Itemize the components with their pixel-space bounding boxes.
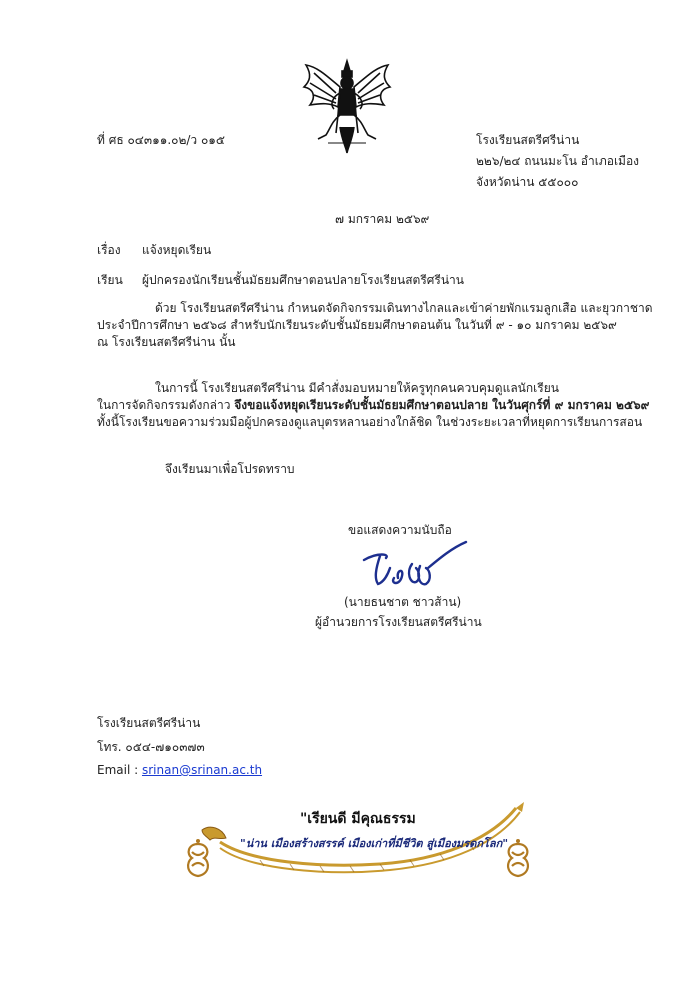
body-p1-line-2: ประจำปีการศึกษา ๒๕๖๘ สำหรับนักเรียนระดับชั้นมัธยมศึกษาตอนต้น ในวันที่ ๙ - ๑๐ มกราคม ๒๕๖๙ [97, 318, 617, 332]
signatory-position: ผู้อำนวยการโรงเรียนสตรีศรีน่าน [315, 615, 482, 629]
footer-email-row [97, 762, 262, 778]
salutation: ขอแสดงความนับถือ [348, 523, 452, 537]
letter-date: ๗ มกราคม ๒๕๖๙ [335, 212, 430, 226]
recipient-text: ผู้ปกครองนักเรียนชั้นมัธยมศึกษาตอนปลายโรงเรียนสตรีศรีน่าน [142, 273, 465, 287]
footer-school: โรงเรียนสตรีศรีน่าน [97, 716, 201, 730]
address-line-2: จังหวัดน่าน ๕๕๐๐๐ [476, 175, 579, 189]
school-emblem-left-icon [178, 838, 218, 882]
motto-line-2: "น่าน เมืองสร้างสรรค์ เมืองเก่าที่มีชีวิต สู่เมืองมรดกโลก" [240, 837, 509, 850]
ref-number: ที่ ศธ ๐๔๓๑๑.๐๒/ว ๐๑๕ [97, 133, 225, 147]
signature-icon [360, 538, 470, 594]
school-emblem-right-icon [498, 838, 538, 882]
body-p1-line-1: ด้วย โรงเรียนสตรีศรีน่าน กำหนดจัดกิจกรรมเดินทางไกลและเข้าค่ายพักแรมลูกเสือ และยุวกาชาด [155, 301, 653, 315]
signatory-name: (นายธนชาต ชาวส้าน) [344, 595, 462, 609]
closing-request: จึงเรียนมาเพื่อโปรดทราบ [165, 462, 295, 476]
body-paragraph-2 [97, 380, 657, 431]
body-p2-line-2-normal: ในการจัดกิจกรรมดังกล่าว [97, 398, 235, 412]
body-p2-line-2-bold: จึงขอแจ้งหยุดเรียนระดับชั้นมัธยมศึกษาตอนปลาย ในวันศุกร์ที่ ๙ มกราคม ๒๕๖๙ [234, 398, 650, 412]
body-p2-line-2 [97, 397, 657, 414]
subject-text: แจ้งหยุดเรียน [142, 243, 212, 257]
recipient-label: เรียน [97, 273, 123, 287]
subject-label: เรื่อง [97, 243, 121, 257]
body-p2-line-3: ทั้งนี้โรงเรียนขอความร่วมมือผู้ปกครองดูแลบุตรหลานอย่างใกล้ชิด ในช่วงระยะเวลาที่หยุดการเรียนการสอน [97, 415, 643, 429]
footer-email-link[interactable]: srinan@srinan.ac.th [141, 763, 263, 777]
footer-phone: โทร. ๐๕๔-๗๑๐๓๗๓ [97, 740, 205, 754]
body-paragraph-1 [97, 300, 657, 351]
motto-line-1: "เรียนดี มีคุณธรรม [300, 811, 416, 827]
school-name-header: โรงเรียนสตรีศรีน่าน [476, 133, 580, 147]
footer-email-label: Email : [97, 763, 139, 777]
body-p1-line-3: ณ โรงเรียนสตรีศรีน่าน นั้น [97, 335, 236, 349]
body-p2-line-1: ในการนี้ โรงเรียนสตรีศรีน่าน มีคำสั่งมอบหมายให้ครูทุกคนควบคุมดูแลนักเรียน [155, 381, 559, 395]
garuda-emblem-icon [300, 57, 394, 157]
address-line-1: ๒๒๖/๒๔ ถนนมะโน อำเภอเมือง [476, 154, 640, 168]
